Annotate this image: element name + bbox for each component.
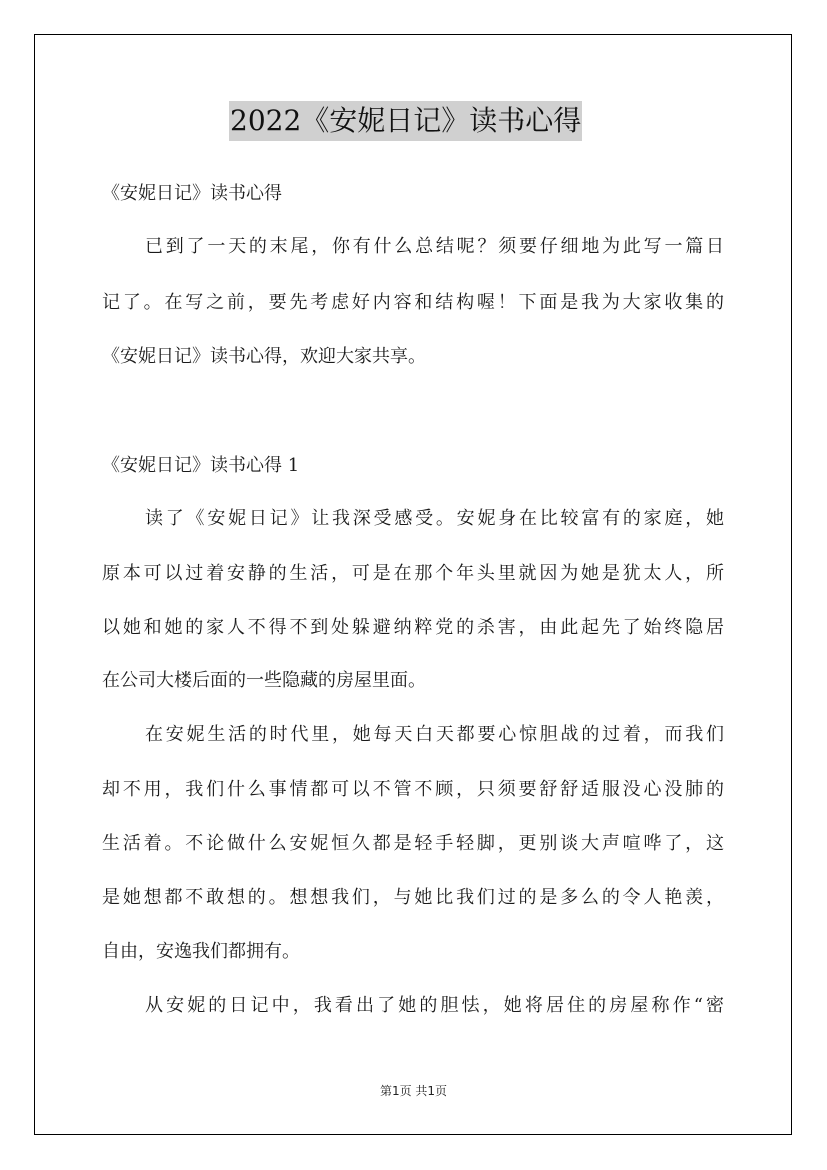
paragraph-line: 从安妮的日记中，我看出了她的胆怯，她将居住的房屋称作“密 [145,995,724,1016]
paragraph-line: 在公司大楼后面的一些隐藏的房屋里面。 [102,670,426,691]
paragraph-line: 自由，安逸我们都拥有。 [102,941,300,962]
paragraph-line: 在安妮生活的时代里，她每天白天都要心惊胆战的过着，而我们 [145,724,724,745]
paragraph-line: 却不用，我们什么事情都可以不管不顾，只须要舒舒适服没心没肺的 [102,779,724,800]
intro-line: 记了。在写之前，要先考虑好内容和结构喔！下面是我为大家收集的 [102,292,724,313]
section-heading: 《安妮日记》读书心得 1 [102,455,300,476]
page-number-footer: 第1页 共1页 [379,1084,448,1098]
intro-line: 《安妮日记》读书心得，欢迎大家共享。 [102,346,426,367]
document-title: 2022《安妮日记》读书心得 [229,101,582,141]
document-subtitle: 《安妮日记》读书心得 [102,183,282,204]
paragraph-line: 是她想都不敢想的。想想我们，与她比我们过的是多么的令人艳羡， [102,887,724,908]
paragraph-line: 生活着。不论做什么安妮恒久都是轻手轻脚，更别谈大声喧哗了，这 [102,833,724,854]
paragraph-line: 原本可以过着安静的生活，可是在那个年头里就因为她是犹太人，所 [102,563,724,584]
paragraph-line: 读了《安妮日记》让我深受感受。安妮身在比较富有的家庭，她 [145,508,724,529]
intro-line: 已到了一天的末尾，你有什么总结呢？须要仔细地为此写一篇日 [145,236,724,257]
paragraph-line: 以她和她的家人不得不到处躲避纳粹党的杀害，由此起先了始终隐居 [102,617,724,638]
